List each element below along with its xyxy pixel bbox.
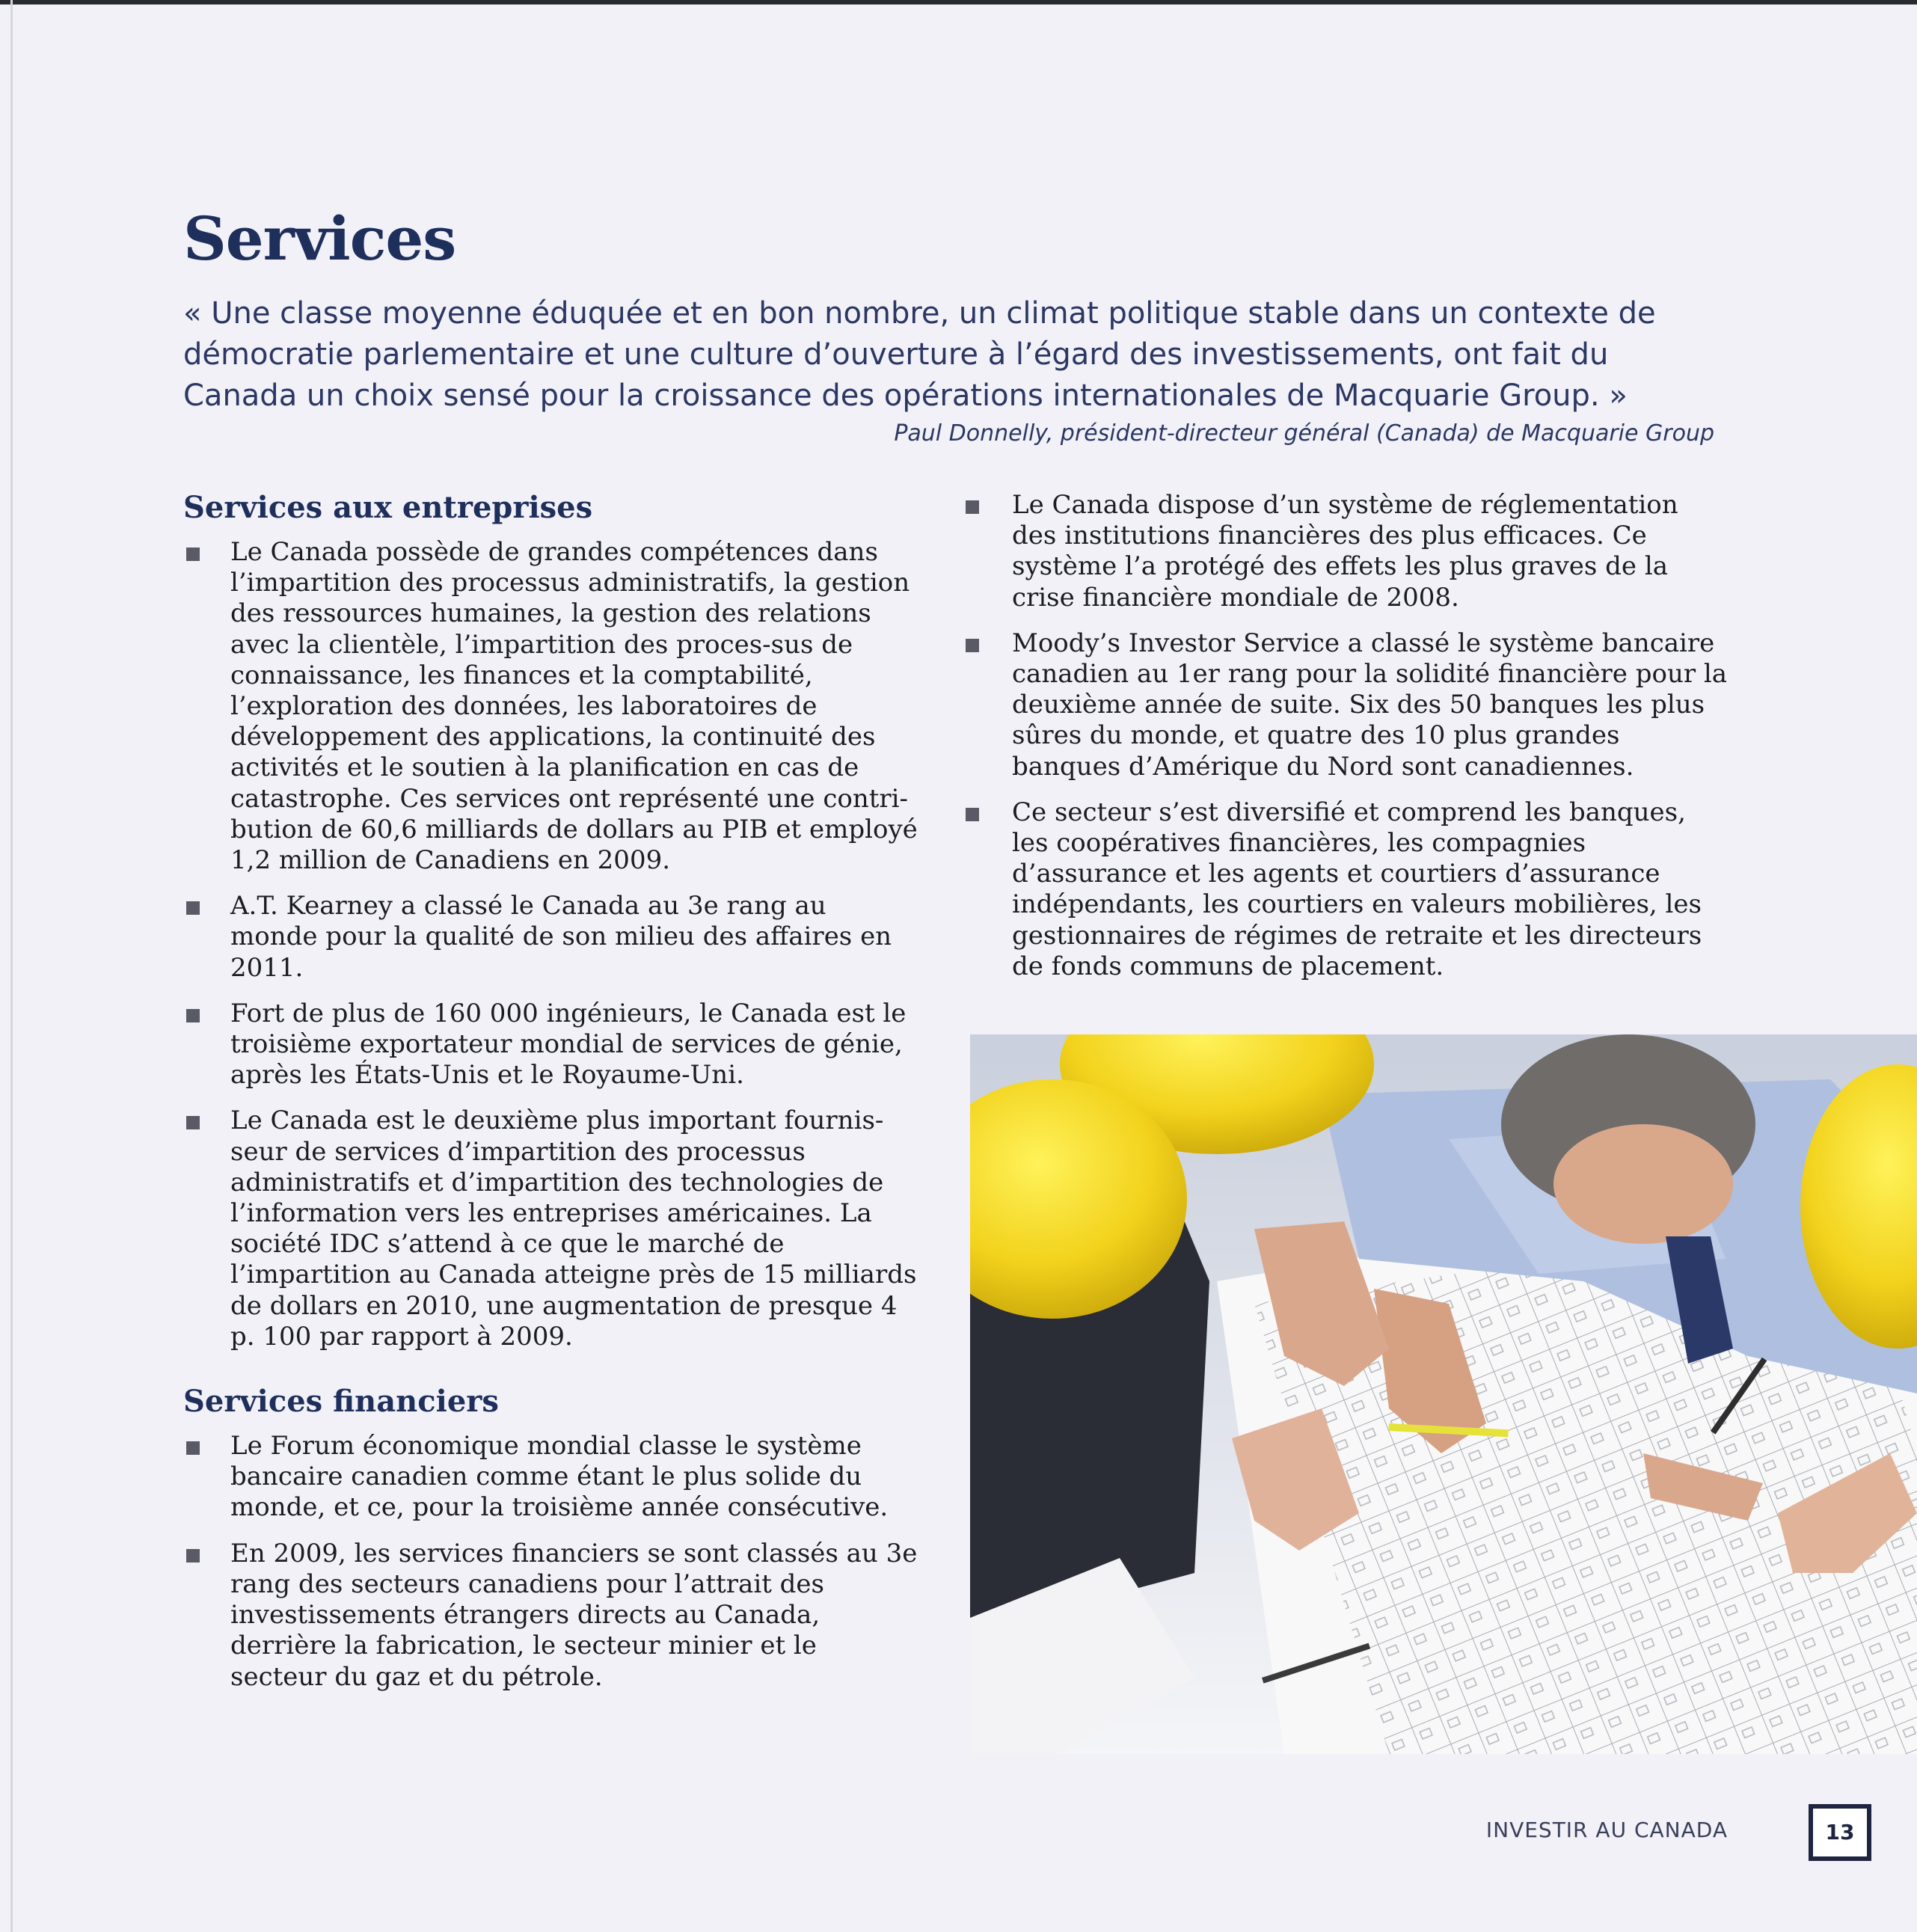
square-bullet-icon — [186, 1549, 200, 1563]
financial-services-list — [183, 1431, 931, 1693]
business-services-heading: Services aux entreprises — [183, 490, 593, 525]
page-title: Services — [183, 203, 456, 274]
page-number-badge: 13 — [1809, 1804, 1871, 1861]
square-bullet-icon — [186, 1009, 200, 1022]
intro-quote: « Une classe moyenne éduquée et en bon nombre, un climat politique stable dans un contexte de démocratie parlementaire et une culture d’ouverture à l’égard des investissements, ont fait du Canada un choix sensé pour la croissance des opérations internationales de Macquarie Group. » — [183, 296, 1656, 413]
list-item: Le Forum économique mondial classe le système bancaire canadien comme étant le plus solide du monde, et ce, pour la troisième année consécutive. — [183, 1431, 918, 1524]
engineers-blueprint-illustration — [970, 1034, 1917, 1754]
list-item: Le Canada possède de grandes compétences dans l’impartition des processus administratifs, la gestion des ressources humaines, la gestion des relations avec la clientèle, l’impartition des proces-sus de connaissance, les finances et la comptabilité, l’exploration des données, les laboratoires de développement des applications, la continuité des activités et le soutien à la planification en cas de catastrophe. Ces services ont représenté une contri-bution de 60,6 milliards de dollars au PIB et employé 1,2 million de Canadiens en 2009. — [183, 537, 918, 876]
square-bullet-icon — [966, 639, 979, 652]
publication-title: INVESTIR AU CANADA — [1485, 1818, 1728, 1842]
quote-attribution: Paul Donnelly, président-directeur général (Canada) de Macquarie Group — [894, 420, 1714, 447]
financial-services-list-continued — [963, 490, 1740, 982]
square-bullet-icon — [186, 1441, 200, 1455]
square-bullet-icon — [966, 808, 979, 821]
engineers-blueprint-photo — [970, 1034, 1917, 1754]
square-bullet-icon — [186, 1116, 200, 1129]
list-item: Fort de plus de 160 000 ingénieurs, le Canada est le troisième exportateur mondial de services de génie, après les États-Unis et le Royaume-Uni. — [183, 999, 918, 1091]
square-bullet-icon — [186, 548, 200, 561]
business-services-list — [183, 537, 931, 1352]
list-item: Ce secteur s’est diversifié et comprend les banques, les coopératives financières, les compagnies d’assurance et les agents et courtiers d’assurance indépendants, les courtiers en valeurs mobilières, les gestionnaires de régimes de retraite et les directeurs de fonds communs de placement. — [963, 797, 1730, 982]
financial-services-heading: Services financiers — [183, 1384, 499, 1420]
list-item: Le Canada est le deuxième plus important fournis-seur de services d’impartition des processus administratifs et d’impartition des technologies de l’information vers les entreprises américaines. La société IDC s’attend à ce que le marché de l’impartition au Canada atteigne près de 15 milliards de dollars en 2010, une augmentation de presque 4 p. 100 par rapport à 2009. — [183, 1105, 918, 1352]
top-edge-rule — [0, 0, 1917, 4]
list-item: Le Canada dispose d’un système de réglementation des institutions financières des plus efficaces. Ce système l’a protégé des effets les plus graves de la crise financière mondiale de 2008. — [963, 490, 1730, 613]
square-bullet-icon — [186, 901, 200, 915]
square-bullet-icon — [966, 500, 979, 514]
list-item: En 2009, les services financiers se sont classés au 3e rang des secteurs canadiens pour l’attrait des investissements étrangers directs au Canada, derrière la fabrication, le secteur minier et le secteur du gaz et du pétrole. — [183, 1539, 918, 1693]
list-item: Moody’s Investor Service a classé le système bancaire canadien au 1er rang pour la solidité financière pour la deuxième année de suite. Six des 50 banques les plus sûres du monde, et quatre des 10 plus grandes banques d’Amérique du Nord sont canadiennes. — [963, 628, 1730, 782]
left-column — [183, 490, 931, 1708]
page-binding-edge — [10, 0, 13, 1932]
right-column — [963, 490, 1740, 997]
list-item: A.T. Kearney a classé le Canada au 3e rang au monde pour la qualité de son milieu des affaires en 2011. — [183, 891, 918, 984]
